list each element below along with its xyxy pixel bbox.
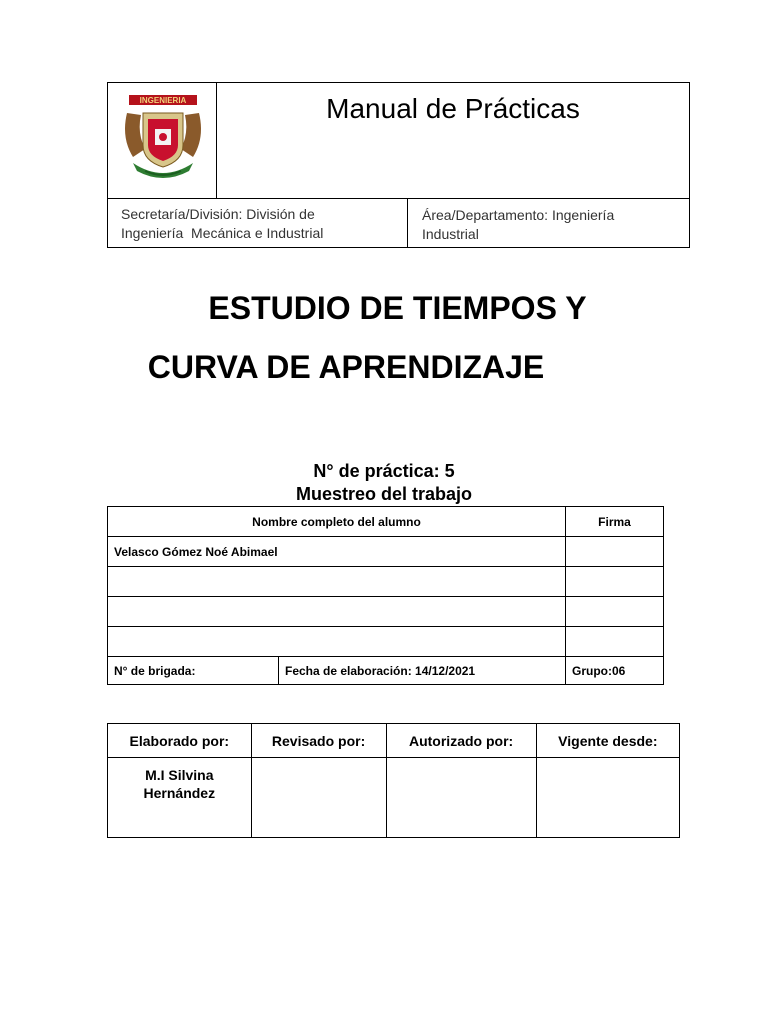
practice-number: N° de práctica: 5 <box>313 461 455 481</box>
autorizado-value <box>386 758 536 838</box>
elaborado-line: M.I Silvina <box>145 767 214 783</box>
autorizado-header: Autorizado por: <box>386 724 536 758</box>
student-signature <box>566 567 664 597</box>
table-row <box>108 597 664 627</box>
student-signature <box>566 597 664 627</box>
student-name <box>108 627 566 657</box>
table-footer-row <box>108 657 664 685</box>
table-header-row <box>108 507 664 537</box>
revisado-header: Revisado por: <box>251 724 386 758</box>
header-info-row <box>108 198 689 247</box>
student-signature <box>566 537 664 567</box>
area-line: Industrial <box>422 226 479 242</box>
secretaria-line: Ingeniería Mecánica e Industrial <box>121 225 324 241</box>
unam-engineering-logo <box>121 93 205 185</box>
title-line-1: ESTUDIO DE TIEMPOS Y <box>208 290 587 326</box>
logo-cell <box>108 83 217 198</box>
elaborado-header: Elaborado por: <box>108 724 252 758</box>
table-row <box>108 627 664 657</box>
students-table <box>107 506 664 685</box>
col-name-header: Nombre completo del alumno <box>108 507 566 537</box>
approval-header-row <box>108 724 680 758</box>
revisado-value <box>251 758 386 838</box>
elaborado-value <box>108 758 252 838</box>
manual-title: Manual de Prácticas <box>326 93 580 124</box>
area-cell <box>408 199 689 247</box>
brigada-cell: N° de brigada: <box>108 657 279 685</box>
grupo-cell: Grupo:06 <box>566 657 664 685</box>
secretaria-cell <box>108 199 408 247</box>
table-row <box>108 567 664 597</box>
header-table <box>107 82 690 248</box>
student-name <box>108 567 566 597</box>
vigente-value <box>536 758 679 838</box>
approval-values-row <box>108 758 680 838</box>
secretaria-line: Secretaría/División: División de <box>121 206 315 222</box>
student-signature <box>566 627 664 657</box>
student-name: Velasco Gómez Noé Abimael <box>108 537 566 567</box>
vigente-header: Vigente desde: <box>536 724 679 758</box>
title-line-2: CURVA DE APRENDIZAJE <box>147 349 545 385</box>
area-line: Área/Departamento: Ingeniería <box>422 207 615 223</box>
elaborado-line: Hernández <box>143 785 216 801</box>
col-signature-header: Firma <box>566 507 664 537</box>
table-row <box>108 537 664 567</box>
fecha-cell: Fecha de elaboración: 14/12/2021 <box>279 657 566 685</box>
practice-subject: Muestreo del trabajo <box>295 484 473 504</box>
student-name <box>108 597 566 627</box>
approval-table <box>107 723 680 838</box>
svg-text:INGENIERIA: INGENIERIA <box>139 96 187 105</box>
